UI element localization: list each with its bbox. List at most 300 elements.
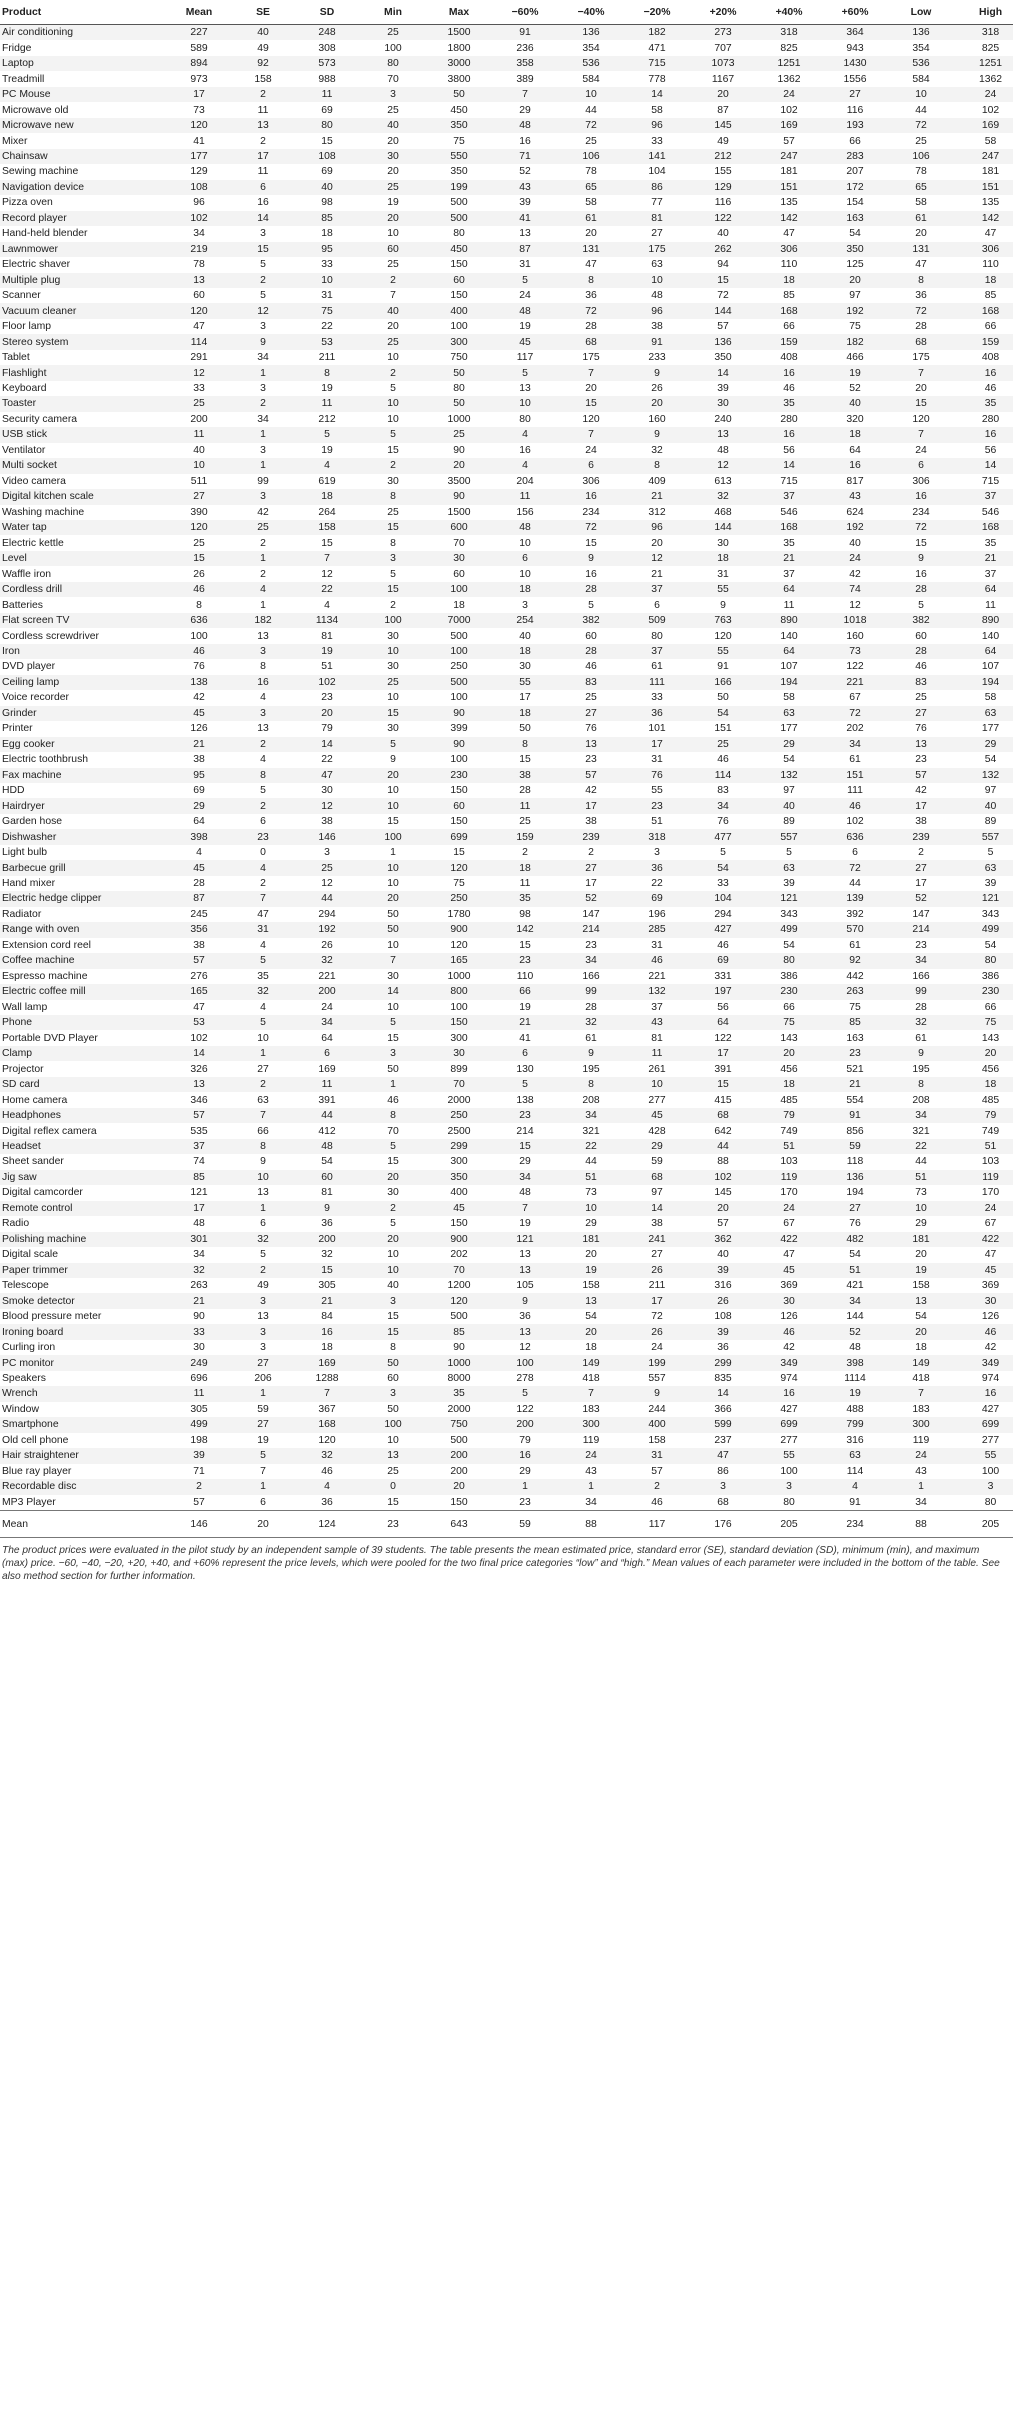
value-cell: 29 [915,1218,927,1230]
value-cell: 280 [981,413,1000,425]
value-cell: 46 [822,798,888,813]
value-cell: 54 [690,860,756,875]
value-cell: 25 [387,104,399,116]
value-cell: 13 [519,228,531,240]
value-cell: 30 [321,785,333,797]
value-cell: 100 [360,1417,426,1432]
value-cell: 114 [690,768,756,783]
table-row [0,845,1013,860]
value-cell: 10 [232,1170,294,1185]
value-cell: 10 [492,396,558,411]
value-cell: 58 [984,135,997,147]
value-cell: 120 [166,118,232,133]
value-cell: 118 [846,1156,864,1168]
value-cell: 19 [294,644,360,659]
value-cell: 33 [717,878,729,890]
value-cell: 2 [166,1479,232,1494]
value-cell: 40 [822,396,888,411]
value-cell: 37 [783,568,795,580]
value-cell: 53 [294,334,360,349]
value-cell: 890 [954,613,1013,628]
value-cell: 120 [318,1434,336,1446]
value-cell: 138 [166,675,232,690]
product-name-cell: Level [0,551,166,566]
value-cell: 56 [783,444,795,456]
value-cell: 75 [756,1015,822,1030]
value-cell: 15 [294,1263,360,1278]
value-cell: 8 [888,273,954,288]
value-cell: 7 [390,290,396,302]
value-cell: 74 [193,1156,205,1168]
product-name-cell: Hand mixer [2,878,56,890]
value-cell: 10 [519,568,531,580]
table-row [0,783,1013,798]
value-cell: 83 [558,675,624,690]
value-cell: 2 [260,537,266,549]
value-cell: 32 [294,1448,360,1463]
value-cell: 102 [981,104,1000,116]
value-cell: 25 [426,427,492,442]
value-cell: 40 [954,798,1013,813]
table-row [0,1108,1013,1123]
value-cell: 3 [522,599,528,611]
value-cell: 30 [360,149,426,164]
value-cell: 29 [624,1139,690,1154]
value-cell: 44 [690,1139,756,1154]
value-cell: 28 [888,644,954,659]
value-cell: 120 [166,520,232,535]
value-cell: 80 [519,413,531,425]
value-cell: 16 [519,135,531,147]
value-cell: 60 [360,242,426,257]
value-cell: 97 [849,290,861,302]
value-cell: 7 [294,1386,360,1401]
value-cell: 8 [232,768,294,783]
value-cell: 200 [294,984,360,999]
value-cell: 19 [519,1001,531,1013]
value-cell: 25 [360,675,426,690]
value-cell: 696 [190,1373,208,1385]
product-name-cell: Voice recorder [2,692,69,704]
table-row [0,551,1013,566]
mean-label-cell: Mean [0,1511,166,1538]
value-cell: 192 [294,922,360,937]
value-cell: 6 [888,458,954,473]
value-cell: 57 [888,768,954,783]
value-cell: 25 [360,334,426,349]
value-cell: 66 [783,1001,795,1013]
value-cell: 15 [519,754,531,766]
value-cell: 100 [981,1465,1000,1477]
value-cell: 65 [558,180,624,195]
value-cell: 400 [624,1417,690,1432]
value-cell: 20 [756,1046,822,1061]
value-cell: 20 [651,537,663,549]
value-cell: 46 [166,644,232,659]
value-cell: 422 [756,1232,822,1247]
value-cell: 7 [492,87,558,102]
value-cell: 120 [426,1293,492,1308]
value-cell: 43 [915,1465,927,1477]
value-cell: 1000 [426,1355,492,1370]
value-cell: 47 [915,259,927,271]
value-cell: 18 [954,1077,1013,1092]
value-cell: 78 [585,166,597,178]
table-row [0,1232,1013,1247]
value-cell: 156 [516,506,534,518]
value-cell: 10 [387,692,399,704]
value-cell: 107 [981,661,1000,673]
table-row [0,721,1013,736]
value-cell: 37 [954,489,1013,504]
value-cell: 34 [915,1496,927,1508]
value-cell: 1 [888,1479,954,1494]
value-cell: 400 [426,303,492,318]
value-cell: 208 [912,1094,930,1106]
product-name-cell: Keyboard [2,383,47,395]
value-cell: 10 [360,396,426,411]
value-cell: 7 [558,427,624,442]
value-cell: 86 [624,180,690,195]
value-cell: 66 [849,135,861,147]
product-name-cell: Batteries [2,599,44,611]
value-cell: 87 [717,104,729,116]
value-cell: 120 [582,413,600,425]
value-cell: 6 [492,551,558,566]
value-cell: 172 [822,180,888,195]
value-cell: 4 [260,1001,266,1013]
value-cell: 5 [720,847,726,859]
value-cell: 195 [912,1063,930,1075]
value-cell: 27 [651,228,663,240]
value-cell: 63 [756,706,822,721]
mean-value-cell: 124 [294,1511,360,1538]
value-cell: 31 [651,939,663,951]
value-cell: 39 [717,383,729,395]
value-cell: 219 [166,242,232,257]
value-cell: 34 [822,1293,888,1308]
product-name-cell: Blue ray player [2,1465,72,1477]
value-cell: 7 [558,365,624,380]
value-cell: 30 [717,537,729,549]
value-cell: 456 [981,1063,1000,1075]
value-cell: 25 [360,180,426,195]
value-cell: 19 [387,197,399,209]
value-cell: 573 [294,56,360,71]
mean-value-cell: 59 [492,1511,558,1538]
value-cell: 32 [232,1232,294,1247]
value-cell: 20 [360,1170,426,1185]
value-cell: 9 [624,365,690,380]
value-cell: 20 [690,1201,756,1216]
value-cell: 70 [426,1263,492,1278]
value-cell: 20 [387,135,399,147]
value-cell: 89 [783,816,795,828]
value-cell: 52 [849,383,861,395]
value-cell: 132 [624,984,690,999]
value-cell: 100 [426,582,492,597]
value-cell: 25 [387,259,399,271]
value-cell: 40 [849,537,861,549]
value-cell: 24 [519,290,531,302]
value-cell: 28 [193,878,205,890]
value-cell: 181 [558,1232,624,1247]
value-cell: 40 [717,1249,729,1261]
value-cell: 45 [954,1263,1013,1278]
value-cell: 20 [954,1046,1013,1061]
value-cell: 100 [190,630,208,642]
product-name-cell: Video camera [2,475,66,487]
value-cell: 76 [915,723,927,735]
value-cell: 12 [321,878,333,890]
table-row [0,180,1013,195]
value-cell: 54 [690,706,756,721]
value-cell: 135 [981,197,1000,209]
value-cell: 70 [426,1077,492,1092]
value-cell: 44 [294,891,360,906]
value-cell: 72 [822,860,888,875]
value-cell: 18 [492,860,558,875]
value-cell: 277 [780,1434,798,1446]
value-cell: 36 [321,1218,333,1230]
value-cell: 38 [651,1218,663,1230]
value-cell: 192 [822,520,888,535]
value-cell: 6 [260,1218,266,1230]
value-cell: 2 [232,273,294,288]
product-name-cell: Coffee machine [0,953,166,968]
value-cell: 135 [780,197,798,209]
value-cell: 151 [756,180,822,195]
value-cell: 7 [294,551,360,566]
value-cell: 72 [558,303,624,318]
column-header: +40% [756,0,822,25]
value-cell: 79 [519,1434,531,1446]
value-cell: 600 [426,520,492,535]
value-cell: 87 [492,242,558,257]
column-header: Mean [166,0,232,25]
value-cell: 114 [846,1465,864,1477]
value-cell: 1430 [822,56,888,71]
value-cell: 39 [783,878,795,890]
value-cell: 3 [260,444,266,456]
value-cell: 120 [714,630,732,642]
value-cell: 1 [232,1479,294,1494]
value-cell: 19 [257,1434,269,1446]
value-cell: 57 [166,953,232,968]
value-cell: 36 [624,860,690,875]
value-cell: 277 [648,1094,666,1106]
value-cell: 29 [954,737,1013,752]
product-name-cell: Electric toothbrush [2,754,89,766]
value-cell: 13 [558,1293,624,1308]
value-cell: 56 [717,1001,729,1013]
value-cell: 108 [294,149,360,164]
value-cell: 51 [321,661,333,673]
value-cell: 40 [387,1280,399,1292]
value-cell: 15 [492,1139,558,1154]
table-row [0,319,1013,334]
value-cell: 16 [756,365,822,380]
product-name-cell: Speakers [2,1373,46,1385]
value-cell: 194 [756,675,822,690]
product-name-cell: Digital reflex camera [2,1125,97,1137]
value-cell: 80 [294,118,360,133]
value-cell: 50 [426,365,492,380]
value-cell: 9 [390,754,396,766]
value-cell: 9 [624,1386,690,1401]
value-cell: 199 [426,180,492,195]
value-cell: 8 [492,737,558,752]
value-cell: 6 [260,816,266,828]
value-cell: 175 [624,242,690,257]
value-cell: 988 [318,73,336,85]
value-cell: 20 [360,768,426,783]
value-cell: 18 [294,489,360,504]
value-cell: 557 [954,829,1013,844]
table-row [0,737,1013,752]
value-cell: 72 [651,1311,663,1323]
value-cell: 20 [915,383,927,395]
value-cell: 19 [888,1263,954,1278]
value-cell: 364 [822,25,888,41]
value-cell: 418 [912,1373,930,1385]
value-cell: 200 [294,1232,360,1247]
value-cell: 168 [756,303,822,318]
value-cell: 42 [585,785,597,797]
value-cell: 13 [257,1187,269,1199]
value-cell: 22 [321,321,333,333]
value-cell: 2 [918,847,924,859]
value-cell: 25 [585,135,597,147]
value-cell: 144 [690,520,756,535]
value-cell: 3 [232,1293,294,1308]
value-cell: 169 [294,1355,360,1370]
table-row [0,288,1013,303]
value-cell: 73 [193,104,205,116]
table-row [0,706,1013,721]
value-cell: 170 [780,1187,798,1199]
value-cell: 13 [690,427,756,442]
value-cell: 450 [426,242,492,257]
table-row [0,597,1013,612]
value-cell: 23 [624,798,690,813]
value-cell: 15 [166,551,232,566]
product-name-cell: Printer [2,723,33,735]
mean-value-cell: 176 [690,1511,756,1538]
value-cell: 16 [585,568,597,580]
value-cell: 200 [450,1465,468,1477]
value-cell: 91 [822,1108,888,1123]
value-cell: 144 [846,1311,864,1323]
value-cell: 8 [196,599,202,611]
value-cell: 499 [954,922,1013,937]
product-name-cell: Stereo system [0,334,166,349]
value-cell: 15 [690,273,756,288]
value-cell: 64 [690,1015,756,1030]
value-cell: 160 [846,630,864,642]
value-cell: 73 [585,1187,597,1199]
value-cell: 80 [453,383,465,395]
value-cell: 27 [888,706,954,721]
value-cell: 26 [193,568,205,580]
value-cell: 88 [717,1156,729,1168]
product-name-cell: Electric coffee mill [0,984,166,999]
table-row [0,71,1013,86]
value-cell: 557 [648,1373,666,1385]
value-cell: 17 [232,149,294,164]
value-cell: 131 [888,242,954,257]
value-cell: 45 [492,334,558,349]
value-cell: 4 [324,599,330,611]
product-name-cell: Portable DVD Player [2,1032,98,1044]
value-cell: 46 [717,754,729,766]
column-header: −40% [558,0,624,25]
value-cell: 48 [492,303,558,318]
value-cell: 4 [294,1479,360,1494]
value-cell: 40 [756,798,822,813]
value-cell: 61 [585,1032,597,1044]
value-cell: 55 [651,785,663,797]
value-cell: 4 [260,754,266,766]
value-cell: 16 [915,568,927,580]
value-cell: 4 [260,692,266,704]
value-cell: 890 [756,613,822,628]
value-cell: 165 [426,953,492,968]
value-cell: 18 [453,599,465,611]
value-cell: 589 [190,42,208,54]
value-cell: 165 [166,984,232,999]
value-cell: 30 [193,1342,205,1354]
value-cell: 13 [888,737,954,752]
product-name-cell: Toaster [0,396,166,411]
value-cell: 37 [756,489,822,504]
product-name-cell: HDD [2,785,25,797]
value-cell: 54 [585,1311,597,1323]
value-cell: 1114 [844,1373,866,1385]
value-cell: 50 [387,908,399,920]
value-cell: 1167 [711,73,735,85]
value-cell: 34 [193,228,205,240]
product-name-cell: DVD player [2,661,56,673]
value-cell: 159 [954,334,1013,349]
value-cell: 19 [822,1386,888,1401]
table-row [0,1324,1013,1339]
value-cell: 36 [717,1342,729,1354]
table-row [0,520,1013,535]
value-cell: 52 [558,891,624,906]
value-cell: 39 [690,1324,756,1339]
value-cell: 799 [822,1417,888,1432]
value-cell: 306 [582,475,600,487]
value-cell: 11 [985,599,996,611]
value-cell: 49 [717,135,729,147]
value-cell: 350 [714,352,732,364]
value-cell: 32 [558,1015,624,1030]
value-cell: 195 [582,1063,600,1075]
value-cell: 60 [426,273,492,288]
value-cell: 9 [294,1201,360,1216]
value-cell: 15 [387,1032,399,1044]
value-cell: 108 [166,180,232,195]
value-cell: 25 [387,506,399,518]
table-row [0,303,1013,318]
value-cell: 1 [232,551,294,566]
value-cell: 19 [519,321,531,333]
value-cell: 52 [822,1324,888,1339]
value-cell: 825 [981,42,1000,54]
value-cell: 15 [360,520,426,535]
value-cell: 31 [519,259,531,271]
